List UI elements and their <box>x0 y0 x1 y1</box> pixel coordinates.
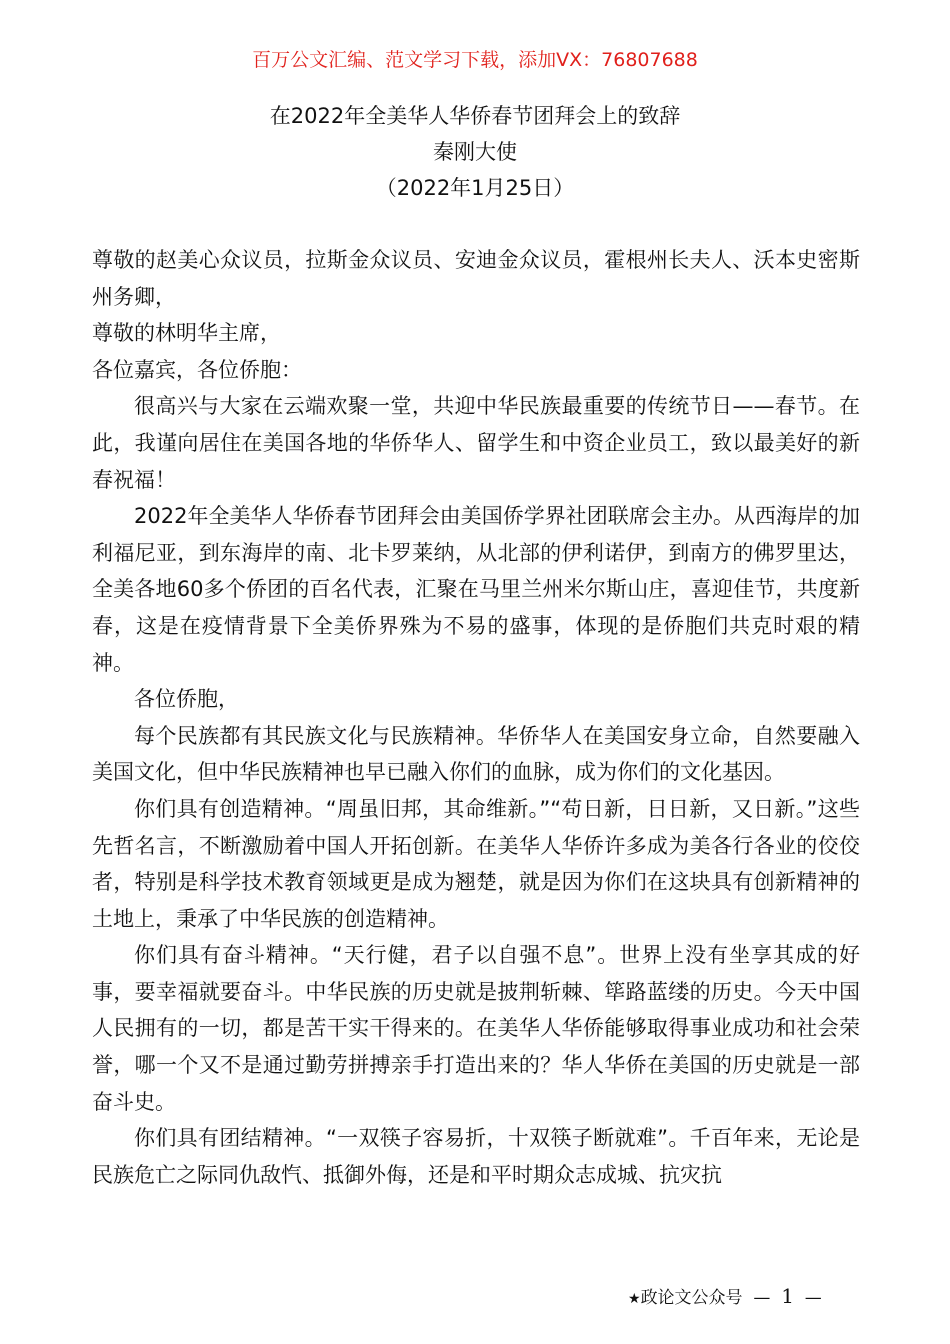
speaker-name: 秦刚大使 <box>433 140 517 164</box>
salutation-line: 各位嘉宾，各位侨胞： <box>92 357 302 382</box>
paragraph: 你们具有创造精神。“周虽旧邦，其命维新。”“苟日新，日日新，又日新。”这些先哲名言，不断激励着中国人开拓创新。在美华人华侨许多成为美各行各业的佼佼者，特别是科学技术教育领域更是成为翘楚，就是因为你们在这块具有创新精神的土地上，秉承了中华民族的创造精神。 <box>92 796 860 931</box>
footer-dash-left: — <box>753 1288 771 1308</box>
paragraph: 2022年全美华人华侨春节团拜会由美国侨学界社团联席会主办。从西海岸的加利福尼亚，到东海岸的南、北卡罗莱纳，从北部的伊利诺伊，到南方的佛罗里达，全美各地60多个侨团的百名代表，汇聚在马里兰州米尔斯山庄，喜迎佳节，共度新春，这是在疫情背景下全美侨界殊为不易的盛事，体现的是侨胞们共克时艰的精神。 <box>92 504 860 675</box>
footer-dash-right: — <box>804 1288 822 1308</box>
paragraph: 你们具有奋斗精神。“天行健，君子以自强不息”。世界上没有坐享其成的好事，要幸福就要奋斗。中华民族的历史就是披荆斩棘、筚路蓝缕的历史。今天中国人民拥有的一切，都是苦干实干得来的。在美华人华侨能够取得事业成功和社会荣誉，哪一个又不是通过勤劳拼搏亲手打造出来的？华人华侨在美国的历史就是一部奋斗史。 <box>92 943 860 1114</box>
watermark-banner: 百万公文汇编、范文学习下载，添加VX：76807688 <box>252 49 698 71</box>
document-title: 在2022年全美华人华侨春节团拜会上的致辞 <box>269 104 681 128</box>
page-footer <box>628 1284 868 1311</box>
paragraph: 每个民族都有其民族文化与民族精神。华侨华人在美国安身立命，自然要融入美国文化，但中华民族精神也早已融入你们的血脉，成为你们的文化基因。 <box>92 723 860 785</box>
salutation-line: 尊敬的赵美心众议员，拉斯金众议员、安迪金众议员，霍根州长夫人、沃本史密斯州务卿， <box>92 248 860 309</box>
paragraph: 很高兴与大家在云端欢聚一堂，共迎中华民族最重要的传统节日——春节。在此，我谨向居住在美国各地的华侨华人、留学生和中资企业员工，致以最美好的新春祝福！ <box>92 394 860 492</box>
salutation-line: 尊敬的林明华主席， <box>92 321 281 346</box>
speech-body <box>92 242 860 1193</box>
paragraph: 你们具有团结精神。“一双筷子容易折，十双筷子断就难”。千百年来，无论是民族危亡之际同仇敌忾、抵御外侮，还是和平时期众志成城、抗灾抗 <box>92 1126 860 1187</box>
page-number: 1 <box>781 1284 794 1308</box>
document-header <box>0 98 950 206</box>
paragraph: 各位侨胞， <box>134 687 239 712</box>
footer-label: 政论文公众号 <box>640 1288 743 1308</box>
speech-date: （2022年1月25日） <box>375 176 575 200</box>
star-icon: ★ <box>628 1291 641 1307</box>
